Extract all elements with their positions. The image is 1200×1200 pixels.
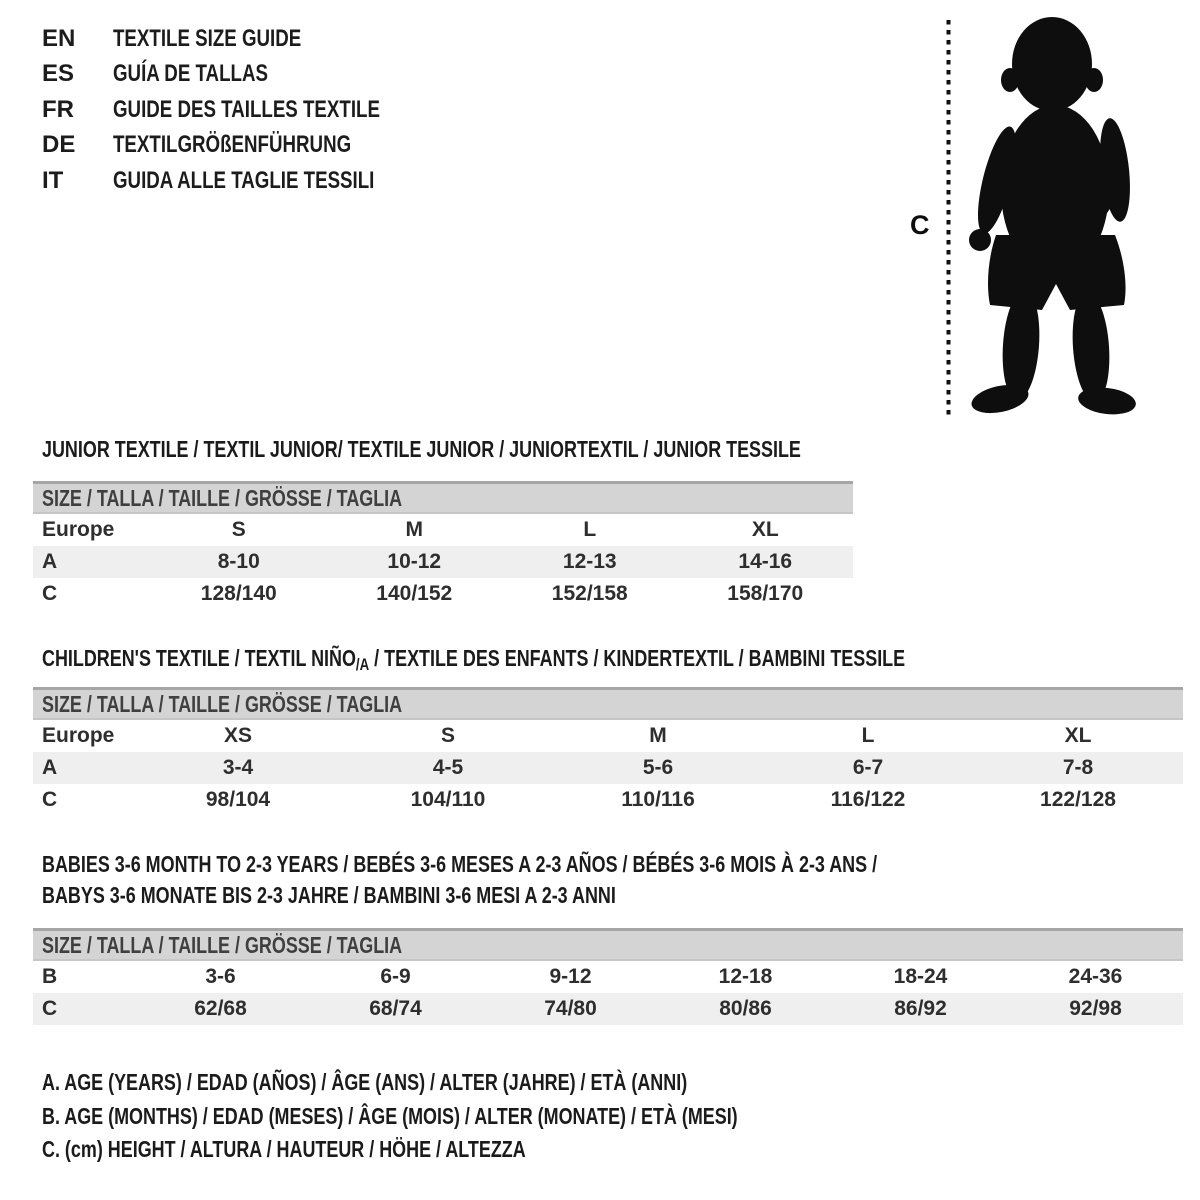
legend-line: A. AGE (YEARS) / EDAD (AÑOS) / ÂGE (ANS) / ALTER (JAHRE) / ETÀ (ANNI) (42, 1069, 688, 1095)
baby-silhouette (969, 17, 1137, 418)
size-value-cell: 140/152 (376, 582, 453, 605)
language-row (42, 21, 455, 57)
size-header-bar (33, 928, 1183, 961)
size-header-bar (33, 481, 853, 514)
size-value-cell: 110/116 (621, 788, 695, 811)
language-title (113, 167, 448, 195)
junior-size-table (33, 481, 853, 610)
language-code: DE (42, 131, 76, 159)
legend-line: C. (cm) HEIGHT / ALTURA / HAUTEUR / HÖHE / ALTEZZA (42, 1136, 526, 1162)
row-label: C (42, 997, 58, 1020)
row-label: Europe (42, 724, 115, 747)
size-value-cell: 122/128 (1040, 788, 1116, 811)
language-title (113, 131, 418, 159)
size-value-cell: 158/170 (727, 582, 804, 605)
language-row (42, 57, 455, 93)
language-title-text: GUÍA DE TALLAS (113, 60, 268, 88)
size-header-label: SIZE / TALLA / TAILLE / GRÖSSE / TAGLIA (42, 931, 403, 958)
size-value-cell: XL (1064, 724, 1092, 747)
language-code: EN (42, 24, 76, 52)
language-title (113, 25, 354, 53)
baby-height-figure (900, 0, 1200, 430)
size-value-cell: 3-4 (222, 756, 254, 779)
size-value-cell: 5-6 (642, 756, 674, 779)
children-section-title: CHILDREN'S TEXTILE / TEXTIL $NIÑO_{/A}$ / TEXTILE DES ENFANTS / KINDERTEXTIL / BAMBINI TESSILE (42, 645, 906, 674)
table-row (33, 720, 1183, 752)
table-row (33, 752, 1183, 784)
size-value-cell: 18-24 (893, 965, 948, 988)
row-label: Europe (42, 518, 115, 541)
size-value-cell: 92/98 (1069, 997, 1122, 1020)
size-value-cell: 10-12 (387, 550, 442, 573)
size-header-label: SIZE / TALLA / TAILLE / GRÖSSE / TAGLIA (42, 484, 403, 511)
size-header-bar (33, 687, 1183, 720)
size-value-cell: L (861, 724, 875, 747)
size-value-cell: 24-36 (1068, 965, 1123, 988)
size-value-cell: 3-6 (205, 965, 236, 988)
language-row (42, 163, 455, 199)
language-title-list (42, 21, 455, 199)
size-value-cell: M (405, 518, 423, 541)
size-value-cell: 104/110 (410, 788, 486, 811)
size-value-cell: XS (223, 724, 252, 747)
size-header-label: SIZE / TALLA / TAILLE / GRÖSSE / TAGLIA (42, 690, 403, 717)
size-value-cell: L (583, 518, 597, 541)
language-title (113, 96, 455, 124)
size-value-cell: 128/140 (200, 582, 277, 605)
row-label: B (42, 965, 58, 988)
language-row (42, 92, 455, 128)
size-value-cell: 86/92 (894, 997, 947, 1020)
row-label: C (42, 582, 58, 605)
babies-section-title: BABIES 3-6 MONTH TO 2-3 YEARS / BEBÉS 3-6 MESES A 2-3 AÑOS / BÉBÉS 3-6 MOIS À 2-3 ANS / BABYS 3-6 MONATE BIS 2-3 JAHRE / BAMBINI 3-6 MESI A 2-3 ANNI (42, 851, 878, 908)
measure-legend (42, 1066, 934, 1167)
size-value-cell: M (649, 724, 667, 747)
size-value-cell: 116/122 (830, 788, 906, 811)
language-title-text: GUIDA ALLE TAGLIE TESSILI (113, 166, 375, 194)
row-label: C (42, 788, 58, 811)
row-label: A (42, 756, 58, 779)
size-value-cell: 152/158 (551, 582, 628, 605)
size-value-cell: 9-12 (549, 965, 592, 988)
size-value-cell: 12-13 (562, 550, 617, 573)
size-value-cell: S (440, 724, 455, 747)
language-title-text: TEXTILE SIZE GUIDE (113, 24, 302, 52)
language-code: FR (42, 95, 74, 123)
junior-section-title: JUNIOR TEXTILE / TEXTIL JUNIOR/ TEXTILE JUNIOR / JUNIORTEXTIL / JUNIOR TESSILE (42, 436, 801, 462)
size-value-cell: 74/80 (544, 997, 597, 1020)
table-row (33, 514, 853, 546)
babies-size-table (33, 928, 1183, 1025)
size-value-cell: 8-10 (217, 550, 260, 573)
baby-figure-svg (900, 0, 1200, 430)
size-value-cell: 80/86 (719, 997, 772, 1020)
height-measure-label: C (910, 210, 930, 240)
language-row (42, 128, 455, 164)
table-row (33, 546, 853, 578)
size-value-cell: 68/74 (369, 997, 422, 1020)
size-value-cell: 6-7 (852, 756, 884, 779)
size-value-cell: 14-16 (738, 550, 793, 573)
size-value-cell: 98/104 (205, 788, 271, 811)
language-code: IT (42, 166, 64, 194)
row-label: A (42, 550, 58, 573)
size-value-cell: S (231, 518, 246, 541)
table-row (33, 993, 1183, 1025)
size-value-cell: 12-18 (718, 965, 773, 988)
language-title-text: GUIDE DES TAILLES TEXTILE (113, 95, 380, 123)
legend-line: B. AGE (MONTHS) / EDAD (MESES) / ÂGE (MOIS) / ALTER (MONATE) / ETÀ (MESI) (42, 1102, 738, 1129)
size-value-cell: 6-9 (380, 965, 411, 988)
table-row (33, 961, 1183, 993)
language-title-text: TEXTILGRÖßENFÜHRUNG (113, 131, 352, 159)
size-value-cell: XL (751, 518, 779, 541)
language-title (113, 60, 312, 88)
nino-a-subscript: /A (355, 655, 370, 674)
size-value-cell: 62/68 (194, 997, 247, 1020)
table-row (33, 784, 1183, 816)
size-value-cell: 4-5 (432, 756, 464, 779)
language-code: ES (42, 60, 75, 88)
table-row (33, 578, 853, 610)
size-value-cell: 7-8 (1062, 756, 1094, 779)
children-size-table (33, 687, 1183, 816)
